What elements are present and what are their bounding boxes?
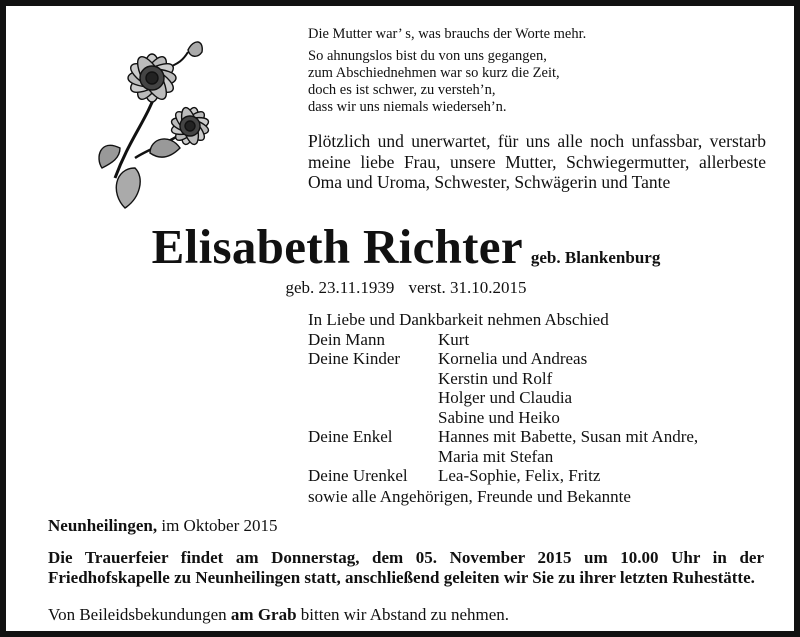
mourner-names: Kerstin und Rolf	[438, 368, 553, 388]
condolence-after: bitten wir Abstand zu nehmen.	[300, 605, 510, 624]
maiden-name: geb. Blankenburg	[530, 248, 661, 267]
condolence-bold: am Grab	[230, 605, 297, 624]
list-item	[308, 427, 698, 466]
relation-label: Deine Enkel	[308, 427, 393, 446]
condolence-before: Von Beileidsbekundungen	[48, 605, 227, 624]
place-month: im Oktober 2015	[161, 516, 278, 535]
name-line	[6, 218, 800, 275]
mourner-names: Hannes mit Babette, Susan mit Andre,	[438, 427, 699, 446]
relation-label: Dein Mann	[308, 329, 385, 349]
poem-line: zum Abschiednehmen war so kurz die Zeit,	[308, 65, 560, 81]
intro-text: Plötzlich und unerwartet, für uns alle noch unfassbar, verstarb meine liebe Frau, unsere Mutter, Schwiegermutter, allerbeste Oma und Uroma, Schwester, Schwägerin und Tante	[308, 131, 766, 192]
life-dates	[6, 278, 800, 298]
mourner-names: Kornelia und Andreas	[438, 349, 588, 368]
place-town: Neunheilingen,	[48, 516, 158, 535]
relation-label: Deine Kinder	[308, 349, 401, 368]
funeral-info: Die Trauerfeier findet am Donnerstag, dem 05. November 2015 um 10.00 Uhr in der Friedhofskapelle zu Neunheilingen statt, anschließend geleiten wir Sie zu ihrer letzten Ruhestätte.	[48, 548, 764, 587]
poem-line: doch es ist schwer, zu versteh’n,	[308, 82, 496, 98]
poem	[308, 26, 586, 116]
poem-line: dass wir uns niemals wiederseh’n.	[308, 99, 507, 115]
birth-date: geb. 23.11.1939	[285, 278, 395, 297]
mourners-closing: sowie alle Angehörigen, Freunde und Bekannte	[308, 486, 631, 506]
mourner-names: Sabine und Heiko	[438, 407, 560, 427]
mourner-names: Lea-Sophie, Felix, Fritz	[438, 466, 601, 485]
mourners-list	[308, 310, 698, 506]
mourner-names: Maria mit Stefan	[438, 446, 554, 466]
list-item	[308, 466, 698, 486]
mourner-names: Holger und Claudia	[438, 388, 573, 407]
relation-label: Deine Urenkel	[308, 466, 408, 485]
death-date: verst. 31.10.2015	[408, 278, 527, 297]
sunflower-icon	[90, 28, 230, 218]
poem-line: So ahnungslos bist du von uns gegangen,	[308, 48, 547, 64]
condolence-note	[48, 605, 509, 625]
poem-line: Die Mutter war’ s, was brauchs der Worte mehr.	[308, 26, 587, 42]
place-date	[48, 516, 278, 536]
list-item	[308, 330, 698, 350]
mourner-names: Kurt	[438, 329, 470, 349]
list-item	[308, 349, 698, 427]
mourners-heading: In Liebe und Dankbarkeit nehmen Abschied	[308, 310, 609, 329]
deceased-name: Elisabeth Richter	[151, 219, 523, 274]
